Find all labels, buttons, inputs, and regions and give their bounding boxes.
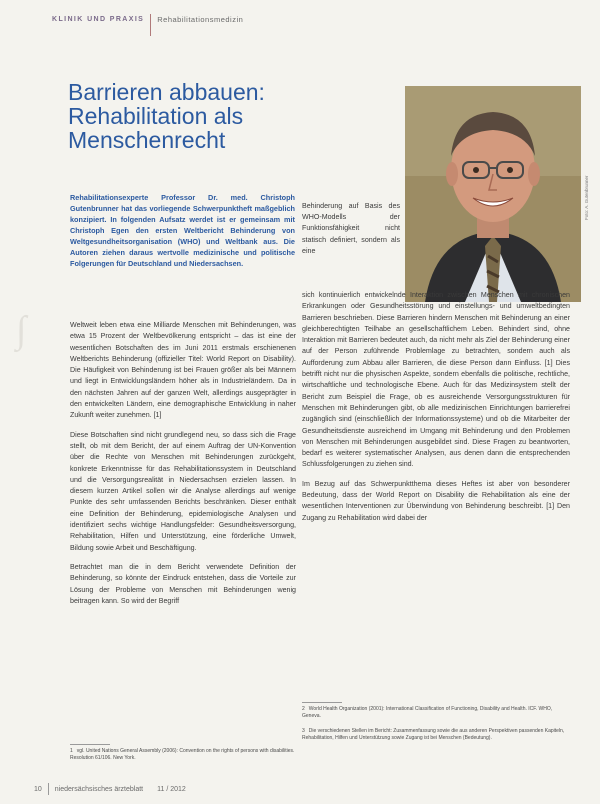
body-paragraph: Weltweit leben etwa eine Milliarde Menschen mit Behinderungen, was etwa 15 Prozent der Weltbevölkerung entspricht – das ist eine der wesentlichen Botschaften des im Juni 2011 erstmals erschienenen Weltberichts Behinderung (offizieller Titel: World Report on Disability). Die Häufigkeit von Behinderung ist bei Frauen größer als bei Männern und liegt in Entwicklungsländern höher als in Industrieländern. Da in den nächsten Jahren auf der ganzen Welt, allerdings ausgeprägter in den entwickelten Ländern, eine demographische Entwicklung in naher Zukunft weiter zunehmen. [1] [70,321,296,420]
page-number: 10 [34,785,42,793]
section-header [52,8,243,30]
right-column [302,290,570,532]
body-paragraph: Im Bezug auf das Schwerpunktthema dieses Heftes ist aber von besonderer Bedeutung, dass der World Report on Disability die Rehabilitation als eine der wesentlichen Interventionen zur Überwindung von Behinderung beschreibt. [1] Den Zugang zu Rehabilitation wird dabei der [302,479,570,522]
footnote-text: Die verschiedenen Stellen im Bericht: Zusammenfassung sowie die aus anderen Perspektiven passenden Kapiteln, Rehabilitation, Hilfen und Unterstützung sowie Zugang ist bei Menschen (Bedeutung). [302,728,565,741]
footnote-right-2 [302,728,570,742]
body-paragraph: Diese Botschaften sind nicht grundlegend neu, so dass sich die Frage stellt, ob mit dem Bericht, der auf einem Auftrag der UN-Konvention über die Rechte von Menschen mit Behinderungen zurückgeht, konkrete Erkenntnisse für das Rehabilitationssystem in Deutschland und die Versorgungsrealität in Niedersachsen erzielen lassen. In diesem kurzen Artikel sollen wir die Analyse allerdings auf wenige Punkte des sehr umfassenden Berichts beschränken. Dieser enthält eine Definition der Behinderung, epidemiologische Analysen und identifiziert sechs wichtige Handlungsfelder: Gesundheitsversorgung, Rehabilitation, Hilfen und Unterstützung, eine förderliche Umwelt, Bildung sowie Arbeit und Beschäftigung. [70,430,296,552]
section-label: KLINIK UND PRAXIS [52,15,145,23]
title-line-1: Barrieren abbauen: [68,79,265,105]
footnote-left [70,748,296,762]
footnote-rule [70,744,110,745]
article-title [68,80,388,152]
lead-paragraph: Rehabilitationsexperte Professor Dr. med. Christoph Gutenbrunner hat das vorliegende Schwerpunktheft maßgeblich konzipiert. In folgenden Aufsatz werdet ist er gemeinsam mit Christoph Egen den ersten Weltbericht Behinderung von Weltgesundheitsorganisation (WHO) und Weltbank aus. Die Autoren ziehen daraus wertvolle medizinische und politische Folgerungen für Deutschland und Niedersachsen. [70,193,295,268]
footer-divider [48,783,49,795]
footnote-right-1 [302,706,570,720]
footnote-rule [302,702,342,703]
header-divider [150,14,151,36]
title-line-2: Rehabilitation als Menschenrecht [68,103,244,153]
subsection-label: Rehabilitationsmedizin [157,14,244,24]
journal-name: niedersächsisches ärzteblatt [54,785,144,793]
footnote-number: 1 [70,748,73,754]
left-column [70,320,296,615]
footnote-text: vgl. United Nations General Assembly (2006): Convention on the rights of persons with disabilities. Resolution 61/106. New York. [70,748,295,761]
body-paragraph: Betrachtet man die in dem Bericht verwendete Definition der Behinderung, so könnte der Eindruck entstehen, dass die Vorteile zur Lösung der Probleme von Menschen mit Behinderungen wenig beitragen kann. So wird der Begriff [70,562,296,605]
portrait-illustration [405,86,581,302]
footnote-number: 2 [302,706,305,712]
body-text-wrap: Behinderung auf Basis des WHO-Modells der Funktionsfähigkeit nicht statisch definiert, sondern als eine [302,202,400,255]
page-footer [34,783,186,795]
footnote-text: World Health Organization (2001): International Classification of Functioning, Disability and Health. ICF. WHO, Geneva. [302,706,553,719]
issue-number: 11 / 2012 [157,785,186,793]
body-paragraph: sich kontinuierlich entwickelnde Interaktion zwischen Menschen mit chronischen Erkrankungen oder Gesundheitsstörung und einstellungs- und umweltbedingten Barrieren beschrieben. Diese Barrieren hindern Menschen mit Behinderung an einer gleichberechtigten Teilhabe an gesellschaftlichem Leben. Behindert sind, ohne Interaktion mit Barrieren bedeutet auch, da nicht mehr als Ziel der Behinderung einer auf der Person zuführende Problemlage zu betrachten, sondern auch als Aufforderung zum Abbau aller Barrieren, die diese Person dann Einfluss. [1] Dies betrifft nicht nur die physischen Aspekte, sondern ebenfalls die politische, rechtliche, wirtschaftliche und technologische Ebene. Auch für das Medizinsystem stellt der Bericht zum Beispiel die Frage, ob es ausreichende Versorgungsstrukturen für Menschen mit Behinderungen gibt, ob alle medizinischen Einrichtungen barrierefrei zugänglich sind (einschließlich der Informationssysteme) und ob die Mitarbeiter der Gesundheitsdienste ausreichend im Umgang mit Behinderung und den Problemen von Menschen mit Behinderungen ausgebildet sind. Diese Fragen zu beantworten, bedarf es weiterer systematischer Analysen, aus denen dann die entsprechenden Schlussfolgerungen zu ziehen sind. [302,291,570,469]
author-photo [405,86,581,302]
footnote-number: 3 [302,728,305,734]
watermark-mark: ∫ [16,309,27,351]
photo-credit: Foto: A. Gutenbrunner [584,175,589,220]
